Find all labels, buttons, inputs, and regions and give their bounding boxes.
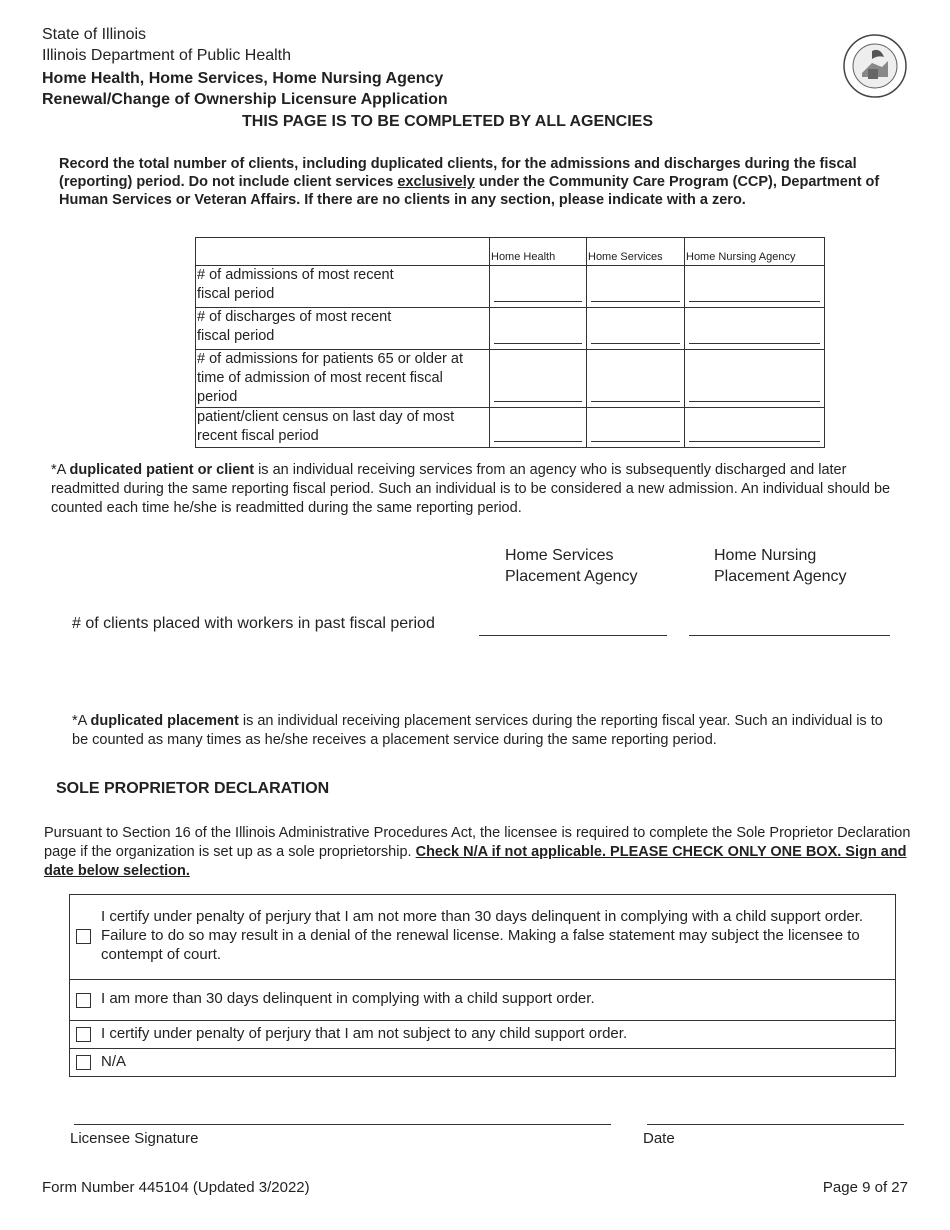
signature-label: Licensee Signature (70, 1130, 199, 1147)
admissions-home-health-field[interactable] (490, 266, 587, 308)
census-home-nursing-field[interactable] (685, 408, 825, 448)
form-title-line2: Renewal/Change of Ownership Licensure Application (42, 91, 448, 108)
header-department: Illinois Department of Public Health (42, 47, 292, 64)
sole-proprietor-heading: SOLE PROPRIETOR DECLARATION (56, 780, 330, 797)
discharges-home-health-field[interactable] (490, 308, 587, 350)
admissions-home-services-field[interactable] (587, 266, 685, 308)
row-label: # of admissions of most recent fiscal period (196, 266, 490, 308)
header-state: State of Illinois (42, 26, 147, 43)
checkbox[interactable] (76, 1027, 91, 1042)
discharges-home-nursing-field[interactable] (685, 308, 825, 350)
declaration-option[interactable]: I certify under penalty of perjury that I am not subject to any child support order. (70, 1021, 895, 1049)
form-title-line1: Home Health, Home Services, Home Nursing Agency (42, 70, 444, 87)
instructions-text: Record the total number of clients, including duplicated clients, for the admissions and discharges during the fiscal (reporting) period. Do not include client services exclusively under the Community Care Program (CCP), Department of Human Services or Veteran Affairs. If there are no clients in any section, please indicate with a zero. (59, 156, 880, 208)
client-table (195, 237, 825, 448)
duplicated-placement-note: *A duplicated placement is an individual receiving placement services during the reporting fiscal year. Such an individual is to be counted as many times as he/she receives a placement service during the same reporting period. (72, 713, 883, 748)
placement-col2-header: Home Nursing Placement Agency (714, 547, 847, 585)
checkbox[interactable] (76, 929, 91, 944)
date-field[interactable] (647, 1124, 904, 1125)
declaration-options (69, 894, 896, 1077)
admissions-65-home-health-field[interactable] (490, 350, 587, 408)
row-label: # of discharges of most recent fiscal period (196, 308, 490, 350)
column-header-home-nursing: Home Nursing Agency (685, 238, 825, 266)
placement-home-nursing-field[interactable] (689, 635, 890, 636)
form-number: Form Number 445104 (Updated 3/2022) (42, 1179, 310, 1196)
declaration-option[interactable]: I certify under penalty of perjury that I am not more than 30 days delinquent in complying with a child support order. Failure to do so may result in a denial of the renewal license. Making a false statement may subject the licensee to contempt of court. (70, 895, 895, 980)
row-label: patient/client census on last day of most recent fiscal period (196, 408, 490, 448)
admissions-home-nursing-field[interactable] (685, 266, 825, 308)
placement-row-label: # of clients placed with workers in past fiscal period (72, 615, 435, 632)
column-header-home-services: Home Services (587, 238, 685, 266)
page-subtitle: THIS PAGE IS TO BE COMPLETED BY ALL AGENCIES (242, 113, 654, 130)
declaration-option[interactable]: N/A (70, 1049, 895, 1076)
discharges-home-services-field[interactable] (587, 308, 685, 350)
checkbox[interactable] (76, 1055, 91, 1070)
row-label: # of admissions for patients 65 or older at time of admission of most recent fiscal period (196, 350, 490, 408)
census-home-health-field[interactable] (490, 408, 587, 448)
admissions-65-home-nursing-field[interactable] (685, 350, 825, 408)
placement-home-services-field[interactable] (479, 635, 667, 636)
sole-proprietor-intro: Pursuant to Section 16 of the Illinois Administrative Procedures Act, the licensee is required to complete the Sole Proprietor Declaration page if the organization is set up as a sole proprietorship. Check N/A if not applicable. PLEASE CHECK ONLY ONE BOX. Sign and date below selection. (44, 825, 911, 879)
page-number: Page 9 of 27 (822, 1179, 908, 1196)
state-seal-logo (842, 33, 908, 99)
column-header-home-health: Home Health (490, 238, 587, 266)
census-home-services-field[interactable] (587, 408, 685, 448)
checkbox[interactable] (76, 993, 91, 1008)
duplicated-client-note: *A duplicated patient or client is an individual receiving services from an agency who is subsequently discharged and later readmitted during the same reporting fiscal period. Such an individual is to be considered a new admission. An individual should be counted each time he/she is readmitted during the same reporting period. (51, 462, 891, 516)
placement-col1-header: Home Services Placement Agency (505, 547, 638, 585)
date-label: Date (643, 1130, 675, 1147)
admissions-65-home-services-field[interactable] (587, 350, 685, 408)
declaration-option[interactable]: I am more than 30 days delinquent in complying with a child support order. (70, 980, 895, 1021)
signature-field[interactable] (74, 1124, 611, 1125)
